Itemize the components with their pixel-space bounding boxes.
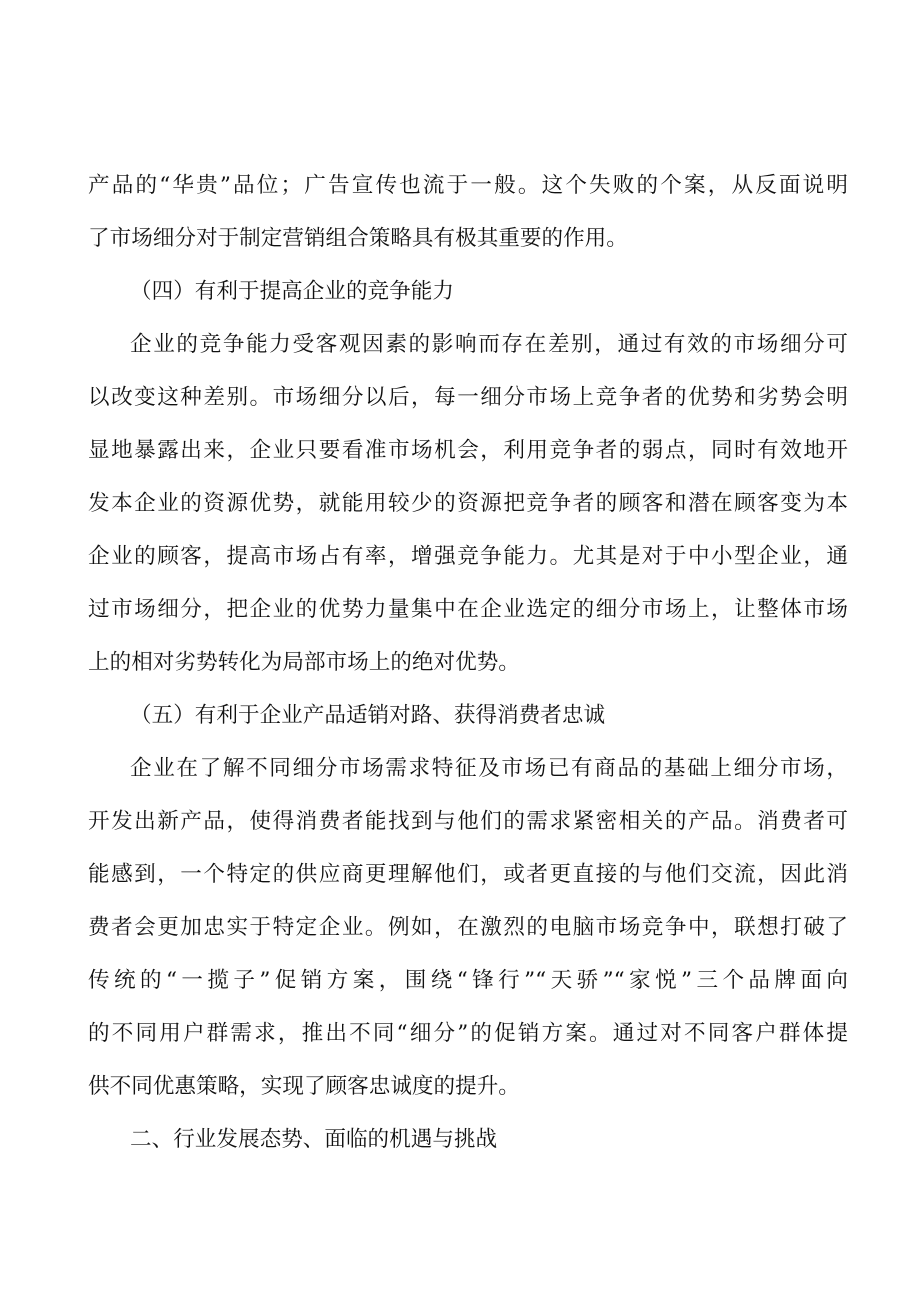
subsection-heading-4: （四）有利于提高企业的竞争能力 [130,279,454,304]
paragraph-line: 产品的“华贵”品位；广告宣传也流于一般。这个失败的个案，从反面说明 [88,173,848,198]
paragraph-line: 传统的“一揽子”促销方案，围绕“锋行”“天骄”“家悦”三个品牌面向 [88,968,848,993]
paragraph-line: 供不同优惠策略，实现了顾客忠诚度的提升。 [88,1074,520,1099]
paragraph-line: 能感到，一个特定的供应商更理解他们，或者更直接的与他们交流，因此消 [88,862,848,887]
paragraph-line: 过市场细分，把企业的优势力量集中在企业选定的细分市场上，让整体市场 [88,597,848,622]
paragraph-line: 企业在了解不同细分市场需求特征及市场已有商品的基础上细分市场， [130,756,848,781]
paragraph-line: 开发出新产品，使得消费者能找到与他们的需求紧密相关的产品。消费者可 [88,809,848,834]
paragraph-line: 以改变这种差别。市场细分以后，每一细分市场上竞争者的优势和劣势会明 [88,385,848,410]
section-heading: 二、行业发展态势、面临的机遇与挑战 [130,1127,498,1152]
paragraph-line: 费者会更加忠实于特定企业。例如，在激烈的电脑市场竞争中，联想打破了 [88,915,848,940]
paragraph-line: 上的相对劣势转化为局部市场上的绝对优势。 [88,650,520,675]
paragraph-line: 了市场细分对于制定营销组合策略具有极其重要的作用。 [88,226,628,251]
paragraph-line: 显地暴露出来，企业只要看准市场机会，利用竞争者的弱点，同时有效地开 [88,438,848,463]
subsection-heading-5: （五）有利于企业产品适销对路、获得消费者忠诚 [130,703,606,728]
paragraph-line: 企业的竞争能力受客观因素的影响而存在差别，通过有效的市场细分可 [130,332,848,357]
paragraph-line: 企业的顾客，提高市场占有率，增强竞争能力。尤其是对于中小型企业，通 [88,544,848,569]
paragraph-line: 发本企业的资源优势，就能用较少的资源把竞争者的顾客和潜在顾客变为本 [88,491,848,516]
paragraph-line: 的不同用户群需求，推出不同“细分”的促销方案。通过对不同客户群体提 [88,1021,848,1046]
